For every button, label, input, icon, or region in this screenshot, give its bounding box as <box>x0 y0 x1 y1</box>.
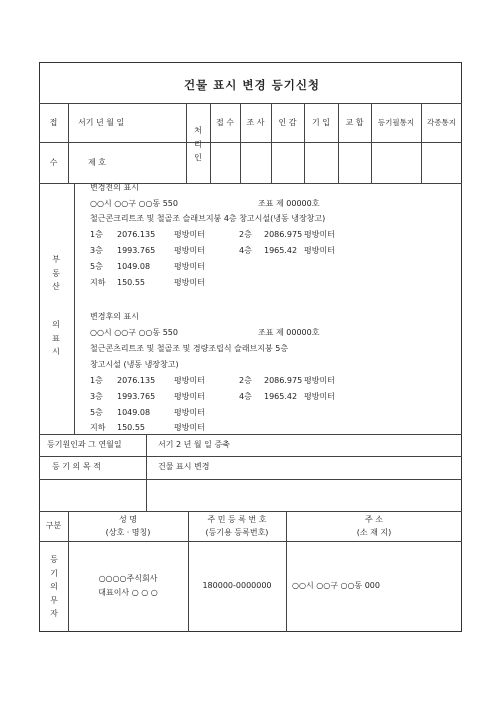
divider <box>371 103 372 183</box>
id-subheader: (등기용 등록번호) <box>205 528 269 537</box>
divider <box>271 103 272 183</box>
after-area-3: 1993.765 <box>117 392 156 401</box>
divider <box>68 103 69 183</box>
after-floor-4: 4층 <box>239 392 252 401</box>
before-floor-3: 3층 <box>90 246 103 255</box>
before-floor-2: 2층 <box>239 230 252 239</box>
form-title: 건물 표시 변경 등기신청 <box>183 78 321 92</box>
processor-label: 처 리 인 <box>194 126 202 162</box>
divider <box>39 541 462 542</box>
divider <box>39 434 462 435</box>
divider <box>304 103 305 183</box>
before-floor-1: 1층 <box>90 230 103 239</box>
before-lot: 조표 제 00000호 <box>258 199 320 208</box>
before-unit-b1: 평방미터 <box>174 278 205 287</box>
before-area-5: 1049.08 <box>117 262 151 271</box>
divider <box>186 103 187 183</box>
obligor-company: ○○○○주식회사 <box>98 574 158 583</box>
after-unit-2: 평방미터 <box>304 376 335 385</box>
after-address: ○○시 ○○구 ○○동 550 <box>90 328 178 337</box>
after-floor-5: 5층 <box>90 408 103 417</box>
divider <box>421 103 422 183</box>
obligor-representative: 대표이사 ○ ○ ○ <box>98 588 158 597</box>
before-unit-1: 평방미터 <box>174 230 205 239</box>
divider <box>39 479 462 480</box>
address-subheader: (소 재 지) <box>356 528 392 537</box>
before-unit-5: 평방미터 <box>174 262 205 271</box>
after-unit-5: 평방미터 <box>174 408 205 417</box>
obligor-address: ○○시 ○○구 ○○동 000 <box>292 581 380 590</box>
col-receipt: 접 수 <box>216 118 234 127</box>
divider <box>39 456 462 457</box>
after-floor-2: 2층 <box>239 376 252 385</box>
before-floor-4: 4층 <box>239 246 252 255</box>
col-completion-notice: 등기필통지 <box>377 118 415 127</box>
before-address: ○○시 ○○구 ○○동 550 <box>90 199 178 208</box>
after-lot: 조표 제 00000호 <box>258 328 320 337</box>
after-unit-b1: 평방미터 <box>174 423 205 432</box>
after-area-5: 1049.08 <box>117 408 151 417</box>
col-seal: 인 감 <box>278 118 297 127</box>
after-structure-2: 창고시설 (냉동 냉장창고) <box>90 360 179 369</box>
cause-value: 서기 2 년 월 일 증축 <box>158 440 230 449</box>
divider <box>74 183 75 434</box>
name-header: 성 명 <box>119 515 137 524</box>
before-structure: 철근콘크리트조 및 철골조 슬래브지붕 4층 창고시설(냉동 냉장창고) <box>90 214 326 223</box>
purpose-value: 건물 표시 변경 <box>158 462 210 471</box>
property-side-label-bottom: 의 표 시 <box>52 320 60 356</box>
after-area-2: 2086.975 <box>264 376 303 385</box>
receipt-number: 제 호 <box>88 158 106 167</box>
before-floor-b1: 지하 <box>90 278 106 287</box>
before-area-1: 2076.135 <box>117 230 156 239</box>
col-other-notice: 각종통지 <box>427 118 456 127</box>
before-area-4: 1965.42 <box>264 246 298 255</box>
before-area-b1: 150.55 <box>117 278 145 287</box>
after-unit-1: 평방미터 <box>174 376 205 385</box>
name-subheader: (상호 · 명칭) <box>105 528 151 537</box>
col-survey: 조 사 <box>246 118 265 127</box>
divider <box>240 103 241 183</box>
obligor-registration-number: 180000-0000000 <box>202 581 272 590</box>
receipt-label-suffix: 수 <box>49 158 58 167</box>
receipt-label: 접 <box>49 118 58 127</box>
divider <box>39 103 462 104</box>
before-heading: 변경전의 표시 <box>90 183 139 192</box>
divider <box>39 511 462 512</box>
after-area-1: 2076.135 <box>117 376 156 385</box>
before-unit-4: 평방미터 <box>304 246 335 255</box>
parties-col-label: 구분 <box>45 521 62 530</box>
obligor-label: 등 기 의 무 자 <box>50 555 58 618</box>
property-side-label-top: 부 동 산 <box>52 255 60 291</box>
before-floor-5: 5층 <box>90 262 103 271</box>
after-unit-4: 평방미터 <box>304 392 335 401</box>
after-unit-3: 평방미터 <box>174 392 205 401</box>
address-header: 주 소 <box>365 515 383 524</box>
divider <box>210 103 211 183</box>
after-structure: 철근콘츠리트조 및 철골조 및 경량조립식 슬래브지붕 5층 <box>90 344 289 353</box>
after-area-4: 1965.42 <box>264 392 298 401</box>
after-heading: 변경후의 표시 <box>90 312 139 321</box>
after-floor-3: 3층 <box>90 392 103 401</box>
divider <box>210 142 462 143</box>
col-entry: 기 입 <box>312 118 330 127</box>
before-unit-2: 평방미터 <box>304 230 335 239</box>
after-area-b1: 150.55 <box>117 423 145 432</box>
id-header: 주 민 등 록 번 호 <box>207 515 267 524</box>
receipt-date: 서기 년 월 일 <box>78 118 125 127</box>
after-floor-1: 1층 <box>90 376 103 385</box>
before-area-2: 2086.975 <box>264 230 303 239</box>
divider <box>146 434 147 511</box>
before-unit-3: 평방미터 <box>174 246 205 255</box>
divider <box>338 103 339 183</box>
after-floor-b1: 지하 <box>90 423 106 432</box>
cause-label: 등기원인과 그 연월일 <box>47 440 122 449</box>
before-area-3: 1993.765 <box>117 246 156 255</box>
divider <box>39 142 210 143</box>
purpose-label: 등 기 의 목 적 <box>52 462 101 471</box>
col-check: 교 합 <box>345 118 364 127</box>
